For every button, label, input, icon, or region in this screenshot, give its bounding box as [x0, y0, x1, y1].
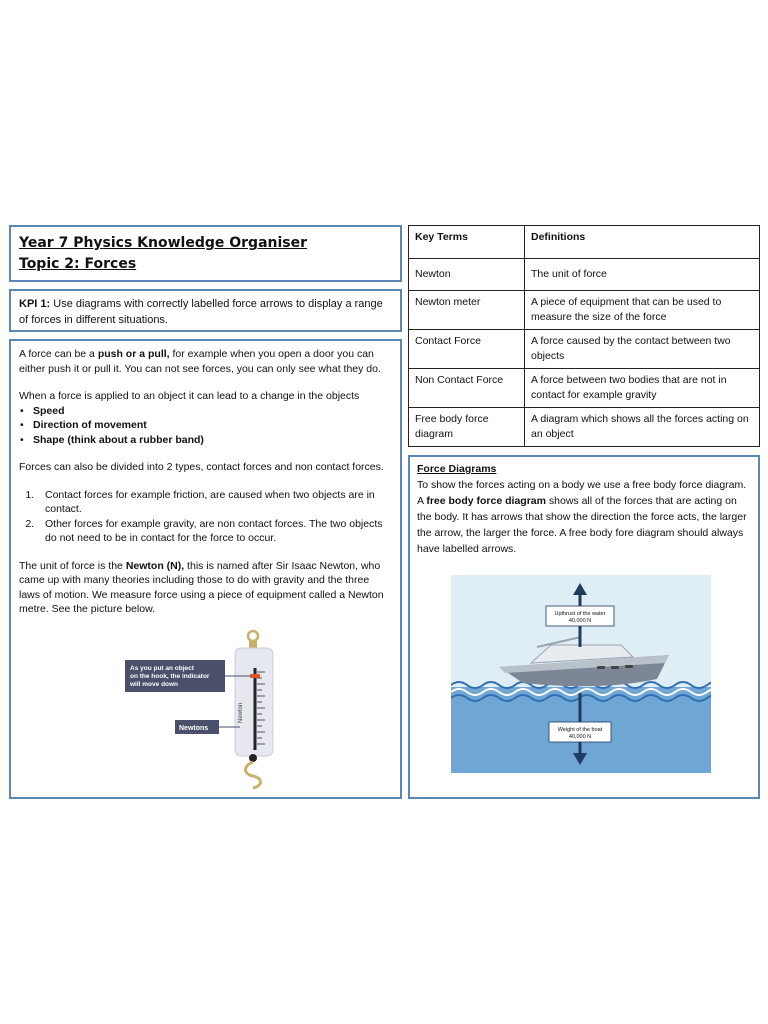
text-run: The unit of force is the: [19, 559, 126, 572]
definition-cell: A force between two bodies that are not in contact for example gravity: [525, 369, 760, 408]
term-cell: Newton: [409, 259, 525, 291]
porthole: [625, 665, 633, 668]
newton-meter-illustration: [115, 628, 295, 790]
paragraph-change: When a force is applied to an object it can lead to a change in the objects: [19, 390, 360, 402]
table-row: [409, 330, 760, 369]
definition-cell: A diagram which shows all the forces acting on an object: [525, 408, 760, 447]
weight-value: 40,000 N: [568, 734, 592, 740]
hook-mount: [249, 754, 257, 762]
kpi-box: [9, 289, 402, 332]
text-run: for example when you open a door you can either push it or pull it. You can not see forces, you can only see what they do.: [19, 348, 381, 375]
paragraph-push-pull: [19, 347, 392, 376]
text-run: shows all of the forces that are acting on the body. It has arrows that show the direction the force acts, the larger the arrow, the larger the force. A free body fore diagram should always have labelled arrows.: [417, 495, 747, 555]
text-run: To show the forces acting on a body we use a free body force diagram. A: [417, 479, 747, 507]
page-title: Year 7 Physics Knowledge Organiser: [19, 235, 308, 251]
boat-force-diagram: [451, 575, 711, 773]
force-diagrams-text: [417, 477, 751, 557]
callout-line: on the hook, the indicator: [130, 673, 210, 680]
callout-line: As you put an object: [130, 665, 194, 672]
porthole: [597, 666, 605, 669]
table-header-row: [409, 226, 760, 259]
definition-cell: A force caused by the contact between two objects: [525, 330, 760, 369]
header-key-terms: Key Terms: [409, 226, 525, 259]
term-cell: Contact Force: [409, 330, 525, 369]
bold-run: Newton (N),: [125, 559, 185, 572]
definition-cell: The unit of force: [525, 259, 760, 291]
types-list: [19, 488, 392, 546]
kpi-label: KPI 1:: [19, 298, 51, 310]
change-list: [19, 404, 392, 448]
table-row: [409, 369, 760, 408]
bold-run: push or a pull,: [97, 348, 170, 360]
callout-line: will move down: [130, 681, 179, 688]
key-terms-table: [408, 225, 760, 447]
porthole: [611, 666, 619, 669]
text-run: A force can be a: [19, 348, 98, 360]
paragraph-newton: [19, 559, 392, 617]
indicator: [250, 674, 260, 678]
kpi-text: Use diagrams with correctly labelled force arrows to display a range of forces in different situations.: [19, 298, 383, 326]
topic-title: Topic 2: Forces: [19, 256, 137, 272]
list-item: • Speed: [33, 404, 392, 419]
table-row: [409, 291, 760, 330]
table-row: [409, 259, 760, 291]
force-diagrams-heading: Force Diagrams: [417, 463, 497, 475]
bold-run: free body force diagram: [426, 495, 546, 507]
upthrust-value: 40,000 N: [568, 618, 592, 624]
list-item: 1. Contact forces for example friction, are caused when two objects are in contact.: [37, 488, 392, 517]
definition-cell: A piece of equipment that can be used to measure the size of the force: [525, 291, 760, 330]
list-item: 2. Other forces for example gravity, are non contact forces. The two objects do not need to be in contact for the force to occur.: [37, 517, 392, 546]
header-definitions: Definitions: [525, 226, 760, 259]
weight-label: Weight of the boat: [557, 727, 603, 733]
text-run: this is named after Sir Isaac Newton, who came up with many theories including those to do with gravity and the three laws of motion. We measure force using a piece of equipment called a Newton metre. See the picture below.: [19, 559, 384, 615]
upthrust-label: Upthrust of the water: [554, 611, 606, 617]
list-item: • Direction of movement: [33, 418, 392, 433]
callout-newtons-text: Newtons: [179, 725, 209, 732]
list-item: • Shape (think about a rubber band): [33, 433, 392, 448]
term-cell: Non Contact Force: [409, 369, 525, 408]
table-row: [409, 408, 760, 447]
top-ring: [248, 631, 258, 641]
term-cell: Free body force diagram: [409, 408, 525, 447]
term-cell: Newton meter: [409, 291, 525, 330]
hook: [246, 762, 261, 788]
scale-label: Newton: [238, 702, 244, 723]
title-box: [9, 225, 402, 282]
ring-mount: [249, 640, 257, 648]
paragraph-types: Forces can also be divided into 2 types, contact forces and non contact forces.: [19, 461, 384, 473]
